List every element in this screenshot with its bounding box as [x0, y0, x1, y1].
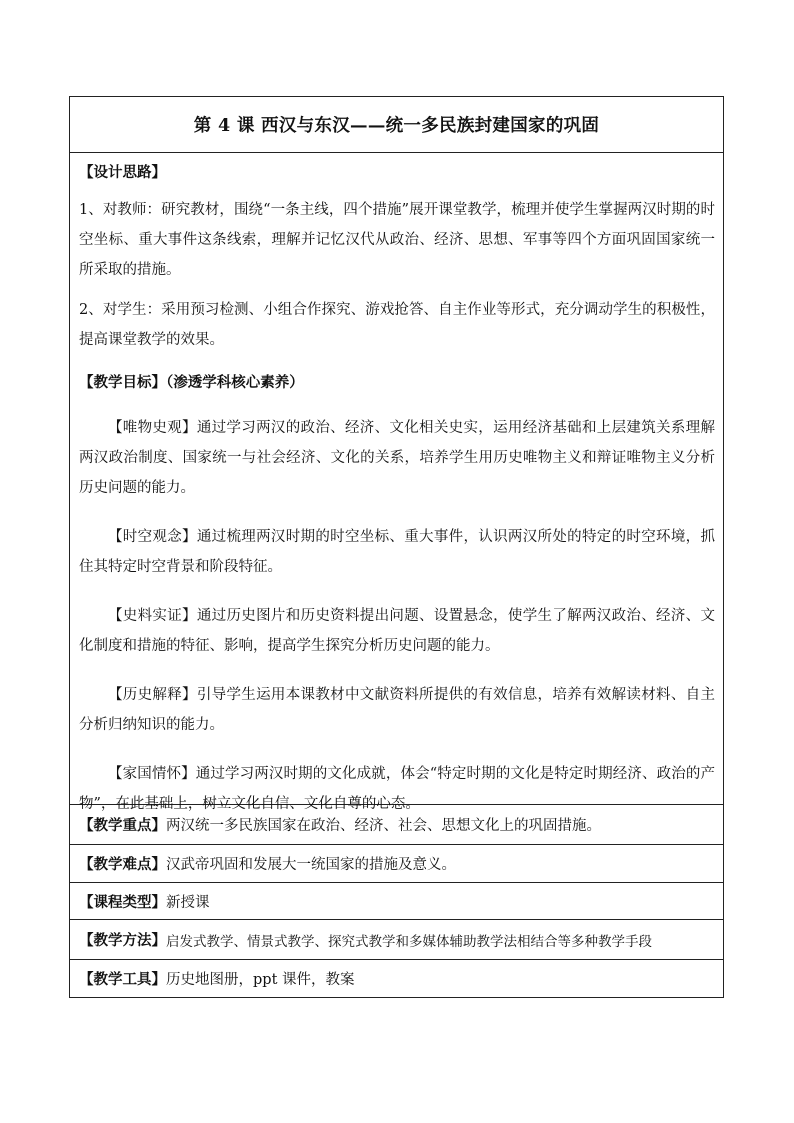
objective-materialism: 【唯物史观】通过学习两汉的政治、经济、文化相关史实，运用经济基础和上层建筑关系理解两汉政治制度、国家统一与社会经济、文化的关系，培养学生用历史唯物主义和辩证唯物主义分析历史问题的能力。	[79, 420, 715, 496]
method-label: 【教学方法】	[79, 932, 166, 949]
lesson-type-label: 【课程类型】	[79, 893, 166, 911]
method-text: 启发式教学、情景式教学、探究式教学和多媒体辅助教学法相结合等多种教学手段	[166, 933, 652, 950]
objective-evidence: 【史料实证】通过历史图片和历史资料提出问题、设置悬念，使学生了解两汉政治、经济、文化制度和措施的特征、影响，提高学生探究分析历史问题的能力。	[79, 608, 715, 654]
difficulty-label: 【教学难点】	[79, 856, 166, 873]
tools-label: 【教学工具】	[79, 971, 166, 988]
objective-patriotism: 【家国情怀】通过学习两汉时期的文化成就，体会“特定时期的文化是特定时期经济、政治的产物”，在此基础上，树立文化自信、文化自尊的心态。	[79, 766, 715, 812]
lesson-title: 第 4 课 西汉与东汉——统一多民族封建国家的巩固	[193, 116, 600, 136]
lesson-plan-table	[69, 96, 724, 998]
objectives-heading: 【教学目标】（渗透学科核心素养）	[79, 374, 304, 391]
method-row	[70, 919, 723, 959]
difficulty-text: 汉武帝巩固和发展大一统国家的措施及意义。	[166, 857, 456, 873]
tools-text: 历史地图册，ppt 课件，教案	[166, 972, 355, 988]
tools-row	[70, 959, 723, 997]
difficulty-row	[70, 844, 723, 882]
lesson-type-row	[70, 882, 723, 919]
design-teacher-paragraph: 1、对教师：研究教材，围绕“一条主线，四个措施”展开课堂教学，梳理并使学生掌握两汉时期的时空坐标、重大事件这条线索，理解并记忆汉代从政治、经济、思想、军事等四个方面巩固国家统一所采取的措施。	[79, 202, 715, 278]
objective-interpretation: 【历史解释】引导学生运用本课教材中文献资料所提供的有效信息，培养有效解读材料、自主分析归纳知识的能力。	[79, 687, 715, 733]
lesson-type-text: 新授课	[166, 894, 210, 911]
design-and-objectives-section	[70, 152, 723, 812]
objective-time-space: 【时空观念】通过梳理两汉时期的时空坐标、重大事件，认识两汉所处的特定的时空环境，抓住其特定时空背景和阶段特征。	[79, 529, 715, 575]
lesson-plan-page	[69, 96, 724, 998]
key-point-text: 两汉统一多民族国家在政治、经济、社会、思想文化上的巩固措施。	[166, 818, 601, 834]
design-student-paragraph: 2、对学生：采用预习检测、小组合作探究、游戏抢答、自主作业等形式，充分调动学生的积极性，提高课堂教学的效果。	[79, 302, 715, 348]
design-heading: 【设计思路】	[79, 164, 166, 181]
key-point-label: 【教学重点】	[79, 817, 166, 834]
